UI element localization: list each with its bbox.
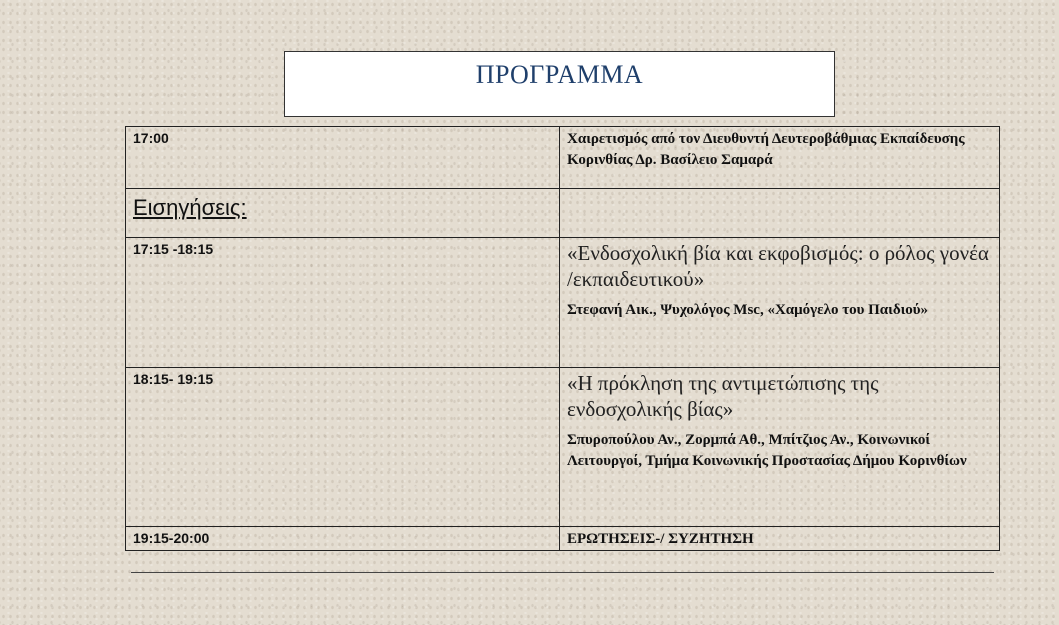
content-cell xyxy=(560,238,1000,368)
table-row xyxy=(126,238,1000,368)
table-row xyxy=(126,527,1000,551)
table-row xyxy=(126,189,1000,238)
time-cell xyxy=(126,368,560,527)
time-slot: 18:15- 19:15 xyxy=(133,371,214,387)
time-cell xyxy=(126,127,560,189)
speakers-text: Σπυροπούλου Αν., Ζορμπά Αθ., Μπίτζιος Αν., Κοινωνικοί Λειτουργοί, Τμήμα Κοινωνικής Προστασίας Δήμου Κορινθίων xyxy=(567,432,967,469)
table-row xyxy=(126,368,1000,527)
program-table xyxy=(125,126,1000,551)
content-cell xyxy=(560,127,1000,189)
time-slot: 17:00 xyxy=(133,130,169,146)
section-label: Εισηγήσεις: xyxy=(133,195,247,220)
content-cell xyxy=(560,368,1000,527)
horizontal-rule xyxy=(131,572,994,573)
time-cell xyxy=(126,238,560,368)
speakers-text: Στεφανή Αικ., Ψυχολόγος Msc, «Χαμόγελο του Παιδιού» xyxy=(567,302,929,318)
talk-title: «Η πρόκληση της αντιμετώπισης της ενδοσχολικής βίας» xyxy=(567,371,879,421)
welcome-text: Χαιρετισμός από τον Διευθυντή Δευτεροβάθμιας Εκπαίδευσης Κορινθίας Δρ. Βασίλειο Σαμαρά xyxy=(567,131,965,168)
talk-title: «Ενδοσχολική βία και εκφοβισμός: ο ρόλος γονέα /εκπαιδευτικού» xyxy=(567,241,989,291)
empty-cell xyxy=(560,189,1000,238)
time-slot: 19:15-20:00 xyxy=(133,530,210,546)
time-cell xyxy=(126,527,560,551)
content-cell xyxy=(560,527,1000,551)
table-row xyxy=(126,127,1000,189)
program-title-box xyxy=(284,51,835,117)
program-title: ΠΡΟΓΡΑΜΜΑ xyxy=(475,60,644,89)
discussion-text: ΕΡΩΤΗΣΕΙΣ-/ ΣΥΖΗΤΗΣΗ xyxy=(567,531,754,547)
section-cell xyxy=(126,189,560,238)
time-slot: 17:15 -18:15 xyxy=(133,241,214,257)
